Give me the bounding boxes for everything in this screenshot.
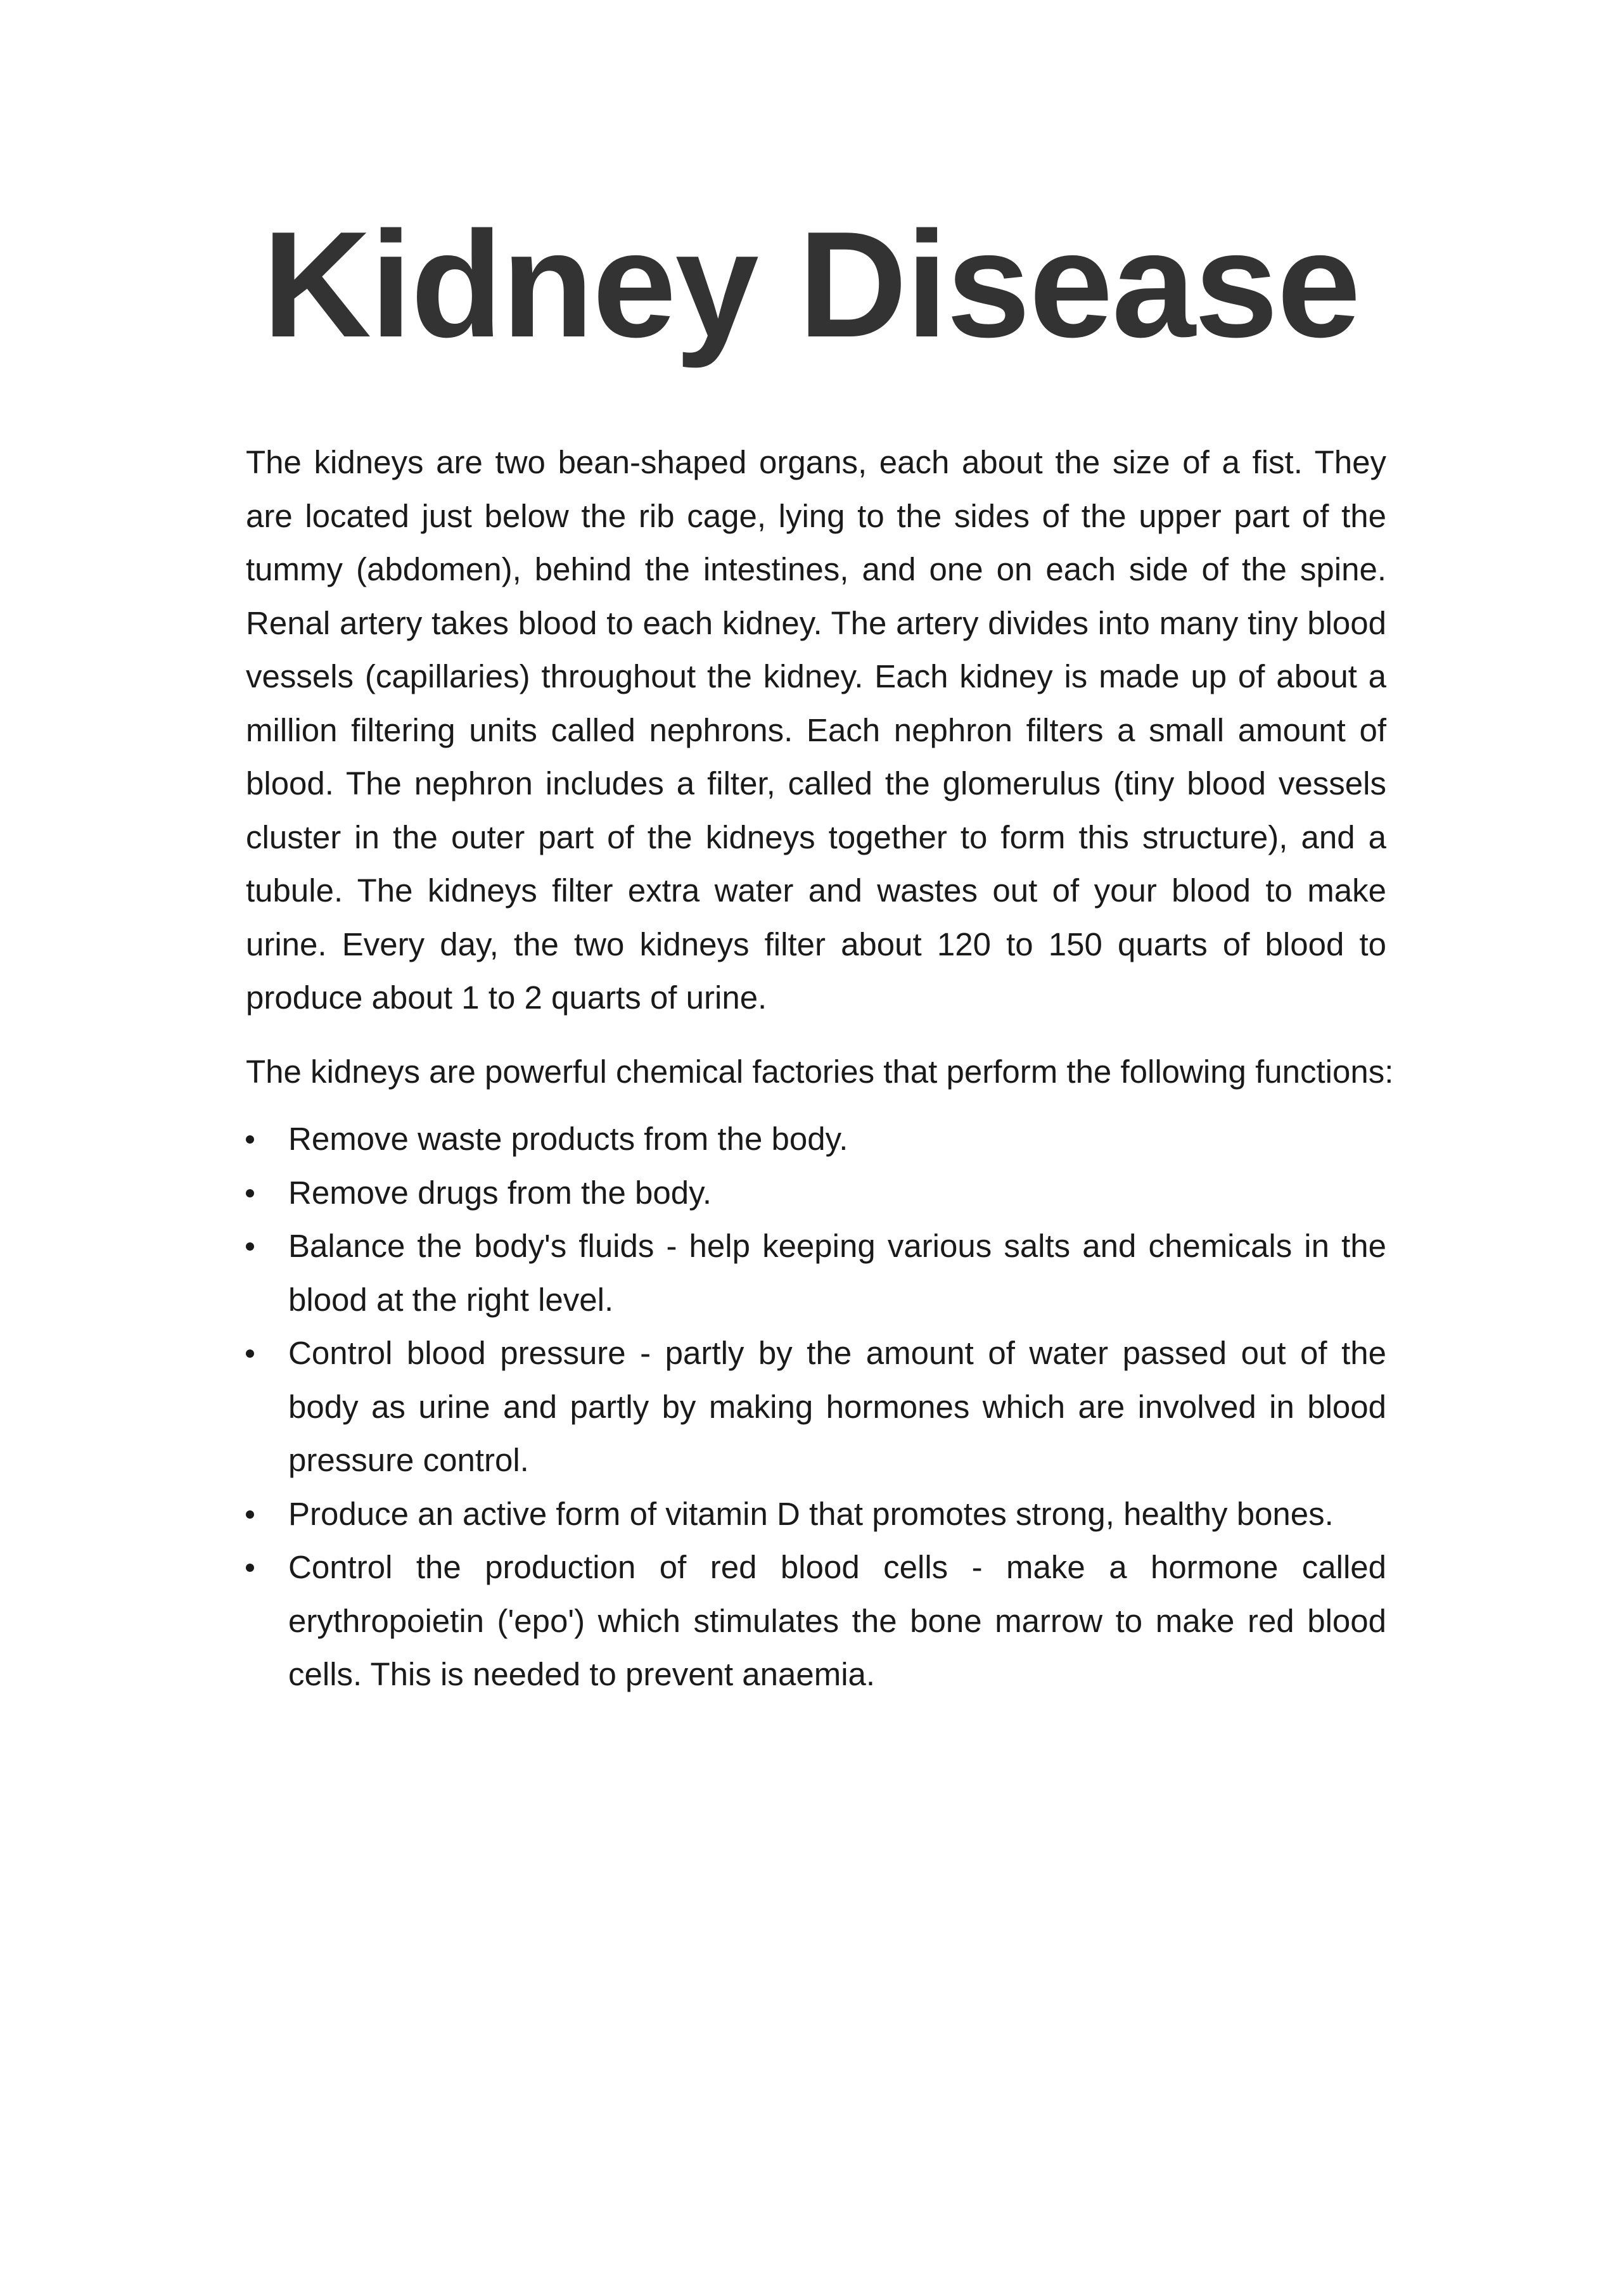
- bullet-icon: [246, 1189, 254, 1197]
- bullet-icon: [246, 1564, 254, 1572]
- list-item-text: Remove drugs from the body.: [288, 1174, 712, 1211]
- bullet-icon: [246, 1242, 254, 1251]
- list-item: [246, 1541, 1386, 1702]
- functions-intro: The kidneys are powerful chemical factories that perform the following functions:: [246, 1053, 1394, 1090]
- list-item: [246, 1166, 1386, 1220]
- list-item-text: Remove waste products from the body.: [288, 1121, 848, 1157]
- list-item-text: Control blood pressure - partly by the amount of water passed out of the body as urine and partly by making hormones which are involved in blood pressure control.: [288, 1335, 1386, 1478]
- document-body: [246, 436, 1394, 1702]
- list-item: [246, 1488, 1386, 1541]
- bullet-icon: [246, 1135, 254, 1144]
- list-item-text: Balance the body's fluids - help keeping various salts and chemicals in the blood at the right level.: [288, 1228, 1386, 1318]
- functions-list: [246, 1113, 1386, 1702]
- intro-paragraph: The kidneys are two bean-shaped organs, each about the size of a fist. They are located just below the rib cage, lying to the sides of the upper part of the tummy (abdomen), behind the intestines, and one on each side of the spine. Renal artery takes blood to each kidney. The artery divides into many tiny blood vessels (capillaries) throughout the kidney. Each kidney is made up of about a million filtering units called nephrons. Each nephron filters a small amount of blood. The nephron includes a filter, called the glomerulus (tiny blood vessels cluster in the outer part of the kidneys together to form this structure), and a tubule. The kidneys filter extra water and wastes out of your blood to make urine. Every day, the two kidneys filter about 120 to 150 quarts of blood to produce about 1 to 2 quarts of urine.: [246, 444, 1386, 1016]
- list-item-text: Produce an active form of vitamin D that promotes strong, healthy bones.: [288, 1495, 1334, 1532]
- list-item: [246, 1113, 1386, 1166]
- bullet-icon: [246, 1510, 254, 1519]
- list-item-text: Control the production of red blood cells - make a hormone called erythropoietin ('epo') which stimulates the bone marrow to make red blood cells. This is needed to prevent anaemia.: [288, 1549, 1386, 1692]
- list-item: [246, 1327, 1386, 1488]
- bullet-icon: [246, 1349, 254, 1358]
- list-item: [246, 1220, 1386, 1327]
- page-title: Kidney Disease: [262, 201, 1360, 369]
